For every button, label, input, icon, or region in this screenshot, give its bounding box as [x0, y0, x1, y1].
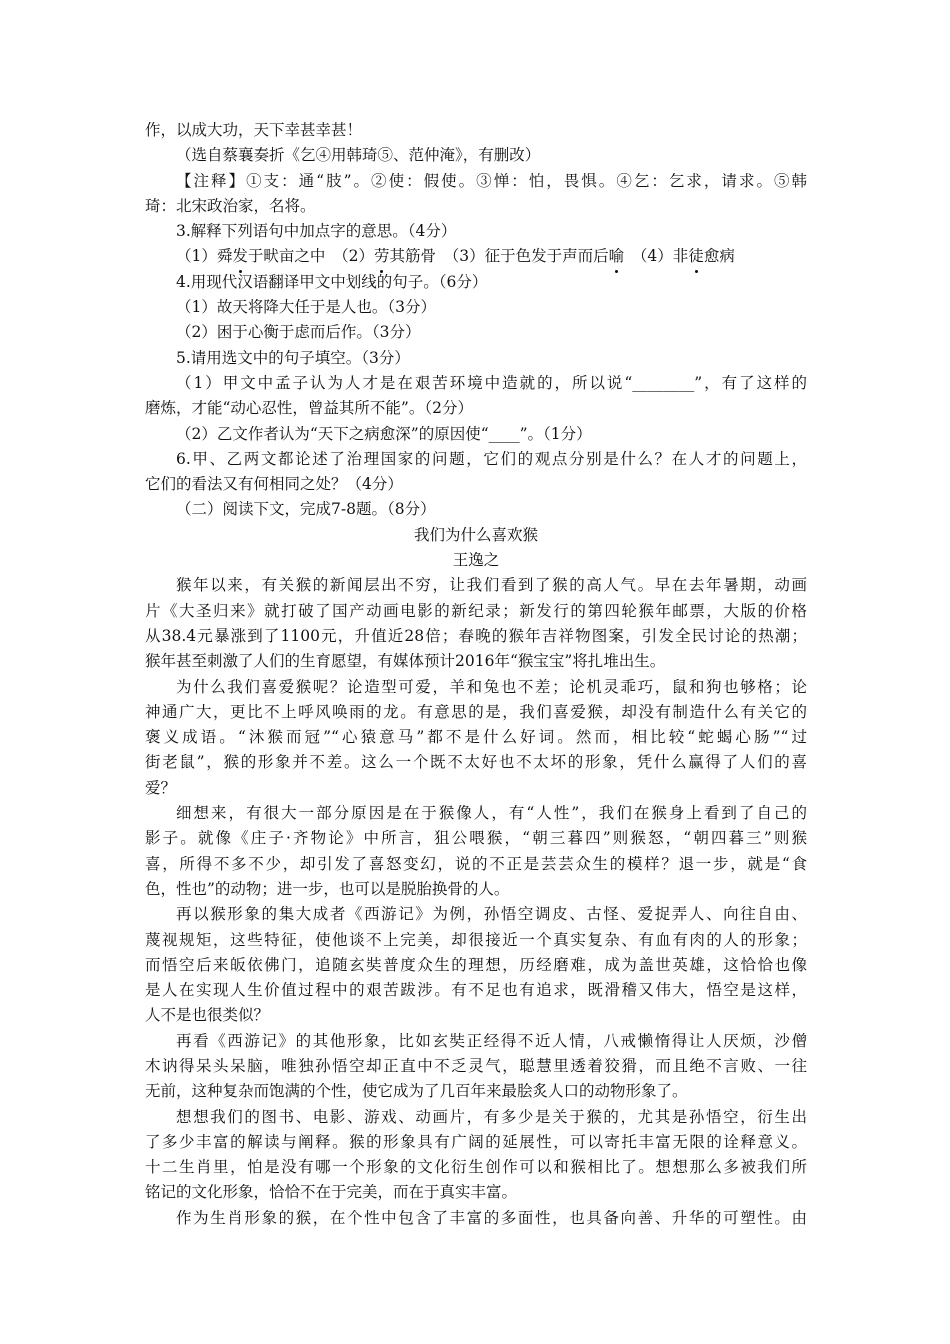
text-line: （2）乙文作者认为“天下之病愈深”的原因使“____”。（1分）	[176, 424, 592, 443]
text-line: 再以猴形象的集大成者《西游记》为例，孙悟空调皮、古怪、爱捉弄人、向往自由、	[176, 905, 807, 924]
dotted-character: 劳	[374, 244, 390, 269]
text-line: 神通广大，更比不上呼风唤雨的龙。有意思的是，我们喜爱猴，却没有制造什么有关它的	[145, 702, 807, 721]
text-line: 4.用现代汉语翻译甲文中划线的句子。（6分）	[176, 272, 488, 291]
question-3-items	[145, 244, 807, 269]
text-line: 而悟空后来皈依佛门，追随玄奘普度众生的理想，历经磨难，成为盖世英雄，这恰恰也像	[145, 955, 807, 974]
q3-text: 于畎亩之中 （2）	[247, 247, 375, 266]
text-line: 从38.4元暴涨到了1100元，升值近28倍；春晚的猴年吉祥物图案，引发全民讨论的热潮；	[145, 626, 807, 645]
text-line: 木讷得呆头呆脑，唯独孙悟空却正直中不乏灵气，聪慧里透着狡猾，而且绝不言败、一往	[145, 1056, 807, 1075]
text-line: （2）困于心衡于虑而后作。（3分）	[176, 323, 421, 342]
text-line: 无前，这种复杂而饱满的个性，使它成为了几百年来最脍炙人口的动物形象了。	[145, 1082, 688, 1101]
text-line: 3.解释下列语句中加点字的意思。（4分）	[176, 222, 457, 241]
text-line: 磨炼，才能“动心忍性，曾益其所不能”。（2分）	[145, 399, 473, 418]
q3-text: （1）舜	[176, 247, 233, 266]
dotted-character: 喻	[609, 244, 625, 269]
q3-text: （4）非	[624, 247, 689, 266]
text-line: 为什么我们喜爱猴呢？论造型可爱，羊和兔也不差；论机灵乖巧，鼠和狗也够格；论	[176, 677, 807, 696]
text-line: 人不是也很类似？	[145, 1006, 270, 1025]
text-line: 色，性也”的动物；进一步，也可以是脱胎换骨的人。	[145, 879, 510, 898]
article-author: 王逸之	[452, 551, 500, 570]
text-line: 琦：北宋政治家，名将。	[145, 196, 316, 215]
text-line: 街老鼠”，猴的形象并不差。这么一个既不太好也不太坏的形象，凭什么赢得了人们的喜	[145, 753, 807, 772]
text-line: 褒义成语。“沐猴而冠”“心猿意马”都不是什么好词。然而，相比较“蛇蝎心肠”“过	[145, 728, 807, 747]
text-line: 想想我们的图书、电影、游戏、动画片，有多少是关于猴的，尤其是孙悟空，衍生出	[176, 1107, 807, 1126]
text-line: （选自蔡襄奏折《乞④用韩琦⑤、范仲淹》，有删改）	[176, 146, 541, 165]
text-line: 再看《西游记》的其他形象，比如玄奘正经得不近人情，八戒懒惰得让人厌烦，沙僧	[176, 1031, 807, 1050]
text-line: 细想来，有很大一部分原因是在于猴像人，有“人性”，我们在猴身上看到了自己的	[176, 804, 807, 823]
text-line: 作为生肖形象的猴，在个性中包含了丰富的多面性，也具备向善、升华的可塑性。由	[176, 1208, 807, 1227]
text-line: 它们的看法又有何相同之处？（4分）	[145, 475, 403, 494]
text-line: 猴年以来，有关猴的新闻层出不穷，让我们看到了猴的高人气。早在去年暑期，动画	[176, 576, 807, 595]
text-line: 蔑视规矩，这些特征，使他谈不上完美，却很接近一个真实复杂、有血有肉的人的形象；	[145, 930, 807, 949]
text-line: 是人在实现人生价值过程中的艰苦跋涉。有不足也有追求，既滑稽又伟大，悟空是这样，	[145, 981, 807, 1000]
text-line: 6.甲、乙两文都论述了治理国家的问题，它们的观点分别是什么？在人才的问题上，	[176, 449, 807, 468]
text-line: 十二生肖里，怕是没有哪一个形象的文化衍生创作可以和猴相比了。想想那么多被我们所	[145, 1158, 807, 1177]
q3-text: 愈病	[703, 247, 735, 266]
text-line: 铭记的文化形象，恰恰不在于完美，而在于真实丰富。	[145, 1183, 518, 1202]
text-line: 猴年甚至刺激了人们的生育愿望，有媒体预计2016年“猴宝宝”将扎堆出生。	[145, 652, 666, 671]
dotted-character: 徒	[688, 244, 704, 269]
q3-text: 其筋骨 （3）征于色发于声而后	[389, 247, 609, 266]
text-line: 作，以成大功，天下幸甚幸甚！	[145, 121, 363, 139]
article-title: 我们为什么喜欢猴	[413, 525, 538, 544]
text-line: 了多少丰富的解读与阐释。猴的形象具有广阔的延展性，可以寄托丰富无限的诠释意义。	[145, 1132, 807, 1151]
text-line: 【注释】①支：通“肢”。②使：假使。③惮：怕，畏惧。④乞：乞求，请求。⑤韩	[176, 171, 807, 190]
text-line: 5.请用选文中的句子填空。（3分）	[176, 348, 410, 367]
text-line: 片《大圣归来》就打破了国产动画电影的新纪录；新发行的第四轮猴年邮票，大版的价格	[145, 601, 807, 620]
text-line: 影子。就像《庄子·齐物论》中所言，狙公喂猴，“朝三暮四”则猴怒，“朝四暮三”则猴	[145, 829, 807, 848]
text-line: 爱？	[145, 778, 177, 797]
document-page	[145, 118, 807, 1231]
text-line: 喜，所得不多不少，却引发了喜怒变幻，说的不正是芸芸众生的模样？退一步，就是“食	[145, 854, 807, 873]
text-line: （1）甲文中孟子认为人才是在艰苦环境中造就的，所以说“________”，有了这样的	[176, 373, 807, 392]
text-line: （二）阅读下文，完成7-8题。（8分）	[176, 500, 436, 519]
text-line: （1）故天将降大任于是人也。（3分）	[176, 298, 436, 317]
dotted-character: 发	[232, 244, 248, 269]
